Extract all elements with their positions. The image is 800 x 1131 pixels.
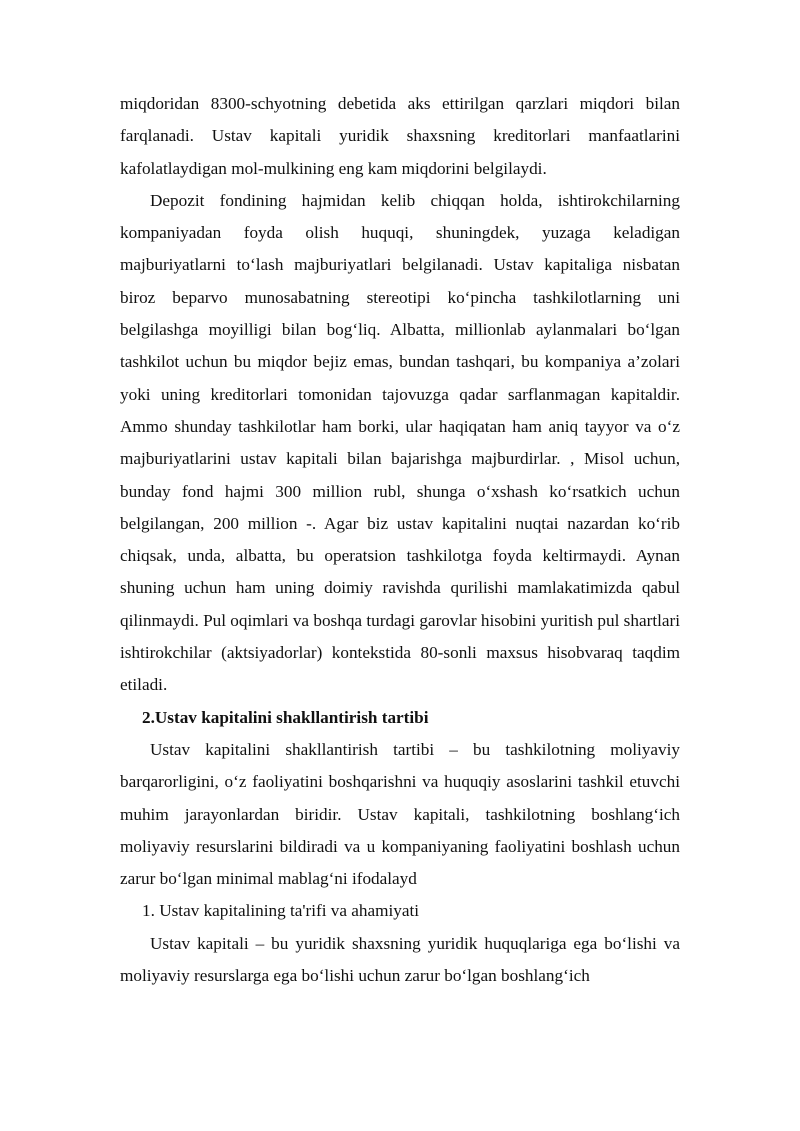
paragraph-1: miqdoridan 8300-schyotning debetida aks ettirilgan qarzlari miqdori bilan farqlanadi. Ustav kapitali yuridik shaxsning kreditorlari manfaatlarini kafolatlaydigan mol-mulkining eng kam miqdorini belgilaydi.	[120, 94, 680, 178]
paragraph-2: Depozit fondining hajmidan kelib chiqqan holda, ishtirokchilarning kompaniyadan foyda olish huquqi, shuningdek, yuzaga keladigan majburiyatlarni to‘lash majburiyatlari belgilanadi. Ustav kapitaliga nisbatan biroz beparvo munosabatning stereotipi ko‘pincha tashkilotlarning uni belgilashga moyilligi bilan bog‘liq. Albatta, millionlab aylanmalari bo‘lgan tashkilot uchun bu miqdor bejiz emas, bundan tashqari, bu kompaniya a’zolari yoki uning kreditorlari tomonidan tajovuzga qadar sarflanmagan kapitaldir. Ammo shunday tashkilotlar ham borki, ular haqiqatan ham aniq tayyor va o‘z majburiyatlarini ustav kapitali bilan bajarishga majburdirlar. , Misol uchun, bunday fond hajmi 300 million rubl, shunga o‘xshash ko‘rsatkich uchun belgilangan, 200 million -. Agar biz ustav kapitalini nuqtai nazardan ko‘rib chiqsak, unda, albatta, bu operatsion tashkilotga foyda keltirmaydi. Aynan shuning uchun ham uning doimiy ravishda qurilishi mamlakatimizda qabul qilinmaydi. Pul oqimlari va boshqa turdagi garovlar hisobini yuritish pul shartlari ishtirokchilar (aktsiyadorlar) kontekstida 80-sonli maxsus hisobvaraq taqdim etiladi.	[120, 190, 680, 695]
document-page	[120, 88, 680, 992]
paragraph-4: Ustav kapitali – bu yuridik shaxsning yuridik huquqlariga ega bo‘lishi va moliyaviy resurslarga ega bo‘lishi uchun zarur bo‘lgan boshlang‘ich	[120, 933, 680, 986]
list-item-1: 1. Ustav kapitalining ta'rifi va ahamiyati	[142, 901, 420, 921]
section-heading: 2.Ustav kapitalini shakllantirish tartibi	[142, 707, 429, 727]
paragraph-3: Ustav kapitalini shakllantirish tartibi – bu tashkilotning moliyaviy barqarorligini, o‘z faoliyatini boshqarishni va huquqiy asoslarini tashkil etuvchi muhim jarayonlardan biridir. Ustav kapitali, tashkilotning boshlang‘ich moliyaviy resurslarini bildiradi va u kompaniyaning faoliyatini boshlash uchun zarur bo‘lgan minimal mablag‘ni ifodalayd	[120, 739, 680, 889]
